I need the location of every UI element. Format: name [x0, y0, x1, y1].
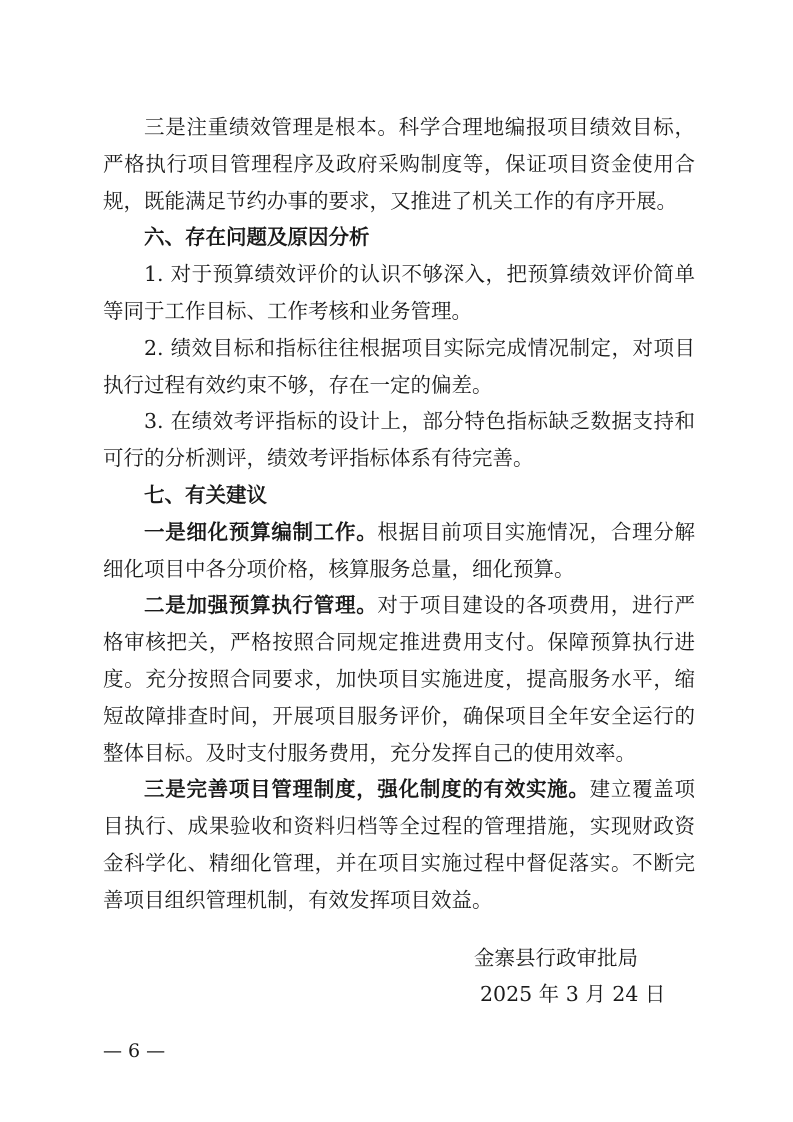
paragraph-performance-management: 三是注重绩效管理是根本。科学合理地编报项目绩效目标，严格执行项目管理程序及政府采购制度等，保证项目资金使用合规，既能满足节约办事的要求，又推进了机关工作的有序开展。: [103, 115, 695, 213]
suggestion-3-lead: 三是完善项目管理制度，强化制度的有效实施。: [144, 777, 590, 802]
signature-date-text: 2025 年 3 月 24 日: [480, 982, 666, 1006]
paragraph-problem-2: 2. 绩效目标和指标往往根据项目实际完成情况制定，对项目执行过程有效约束不够，存在一定的偏差。: [103, 335, 695, 397]
suggestion-1-lead: 一是细化预算编制工作。: [144, 519, 378, 544]
suggestion-2-lead: 二是加强预算执行管理。: [144, 593, 378, 618]
section-heading-problems: 六、存在问题及原因分析: [144, 225, 370, 250]
paragraph-problem-1: 1. 对于预算绩效评价的认识不够深入，把预算绩效评价简单等同于工作目标、工作考核和业务管理。: [103, 262, 695, 323]
page-number: — 6 —: [103, 1040, 166, 1062]
paragraph-suggestion-2: [103, 587, 695, 771]
document-body: [103, 109, 695, 919]
paragraph-suggestion-3: [103, 771, 695, 918]
paragraph-problem-3: 3. 在绩效考评指标的设计上，部分特色指标缺乏数据支持和可行的分析测评，绩效考评指标体系有待完善。: [103, 409, 695, 471]
suggestion-2-text: 对于项目建设的各项费用，进行严格审核把关，严格按照合同规定推进费用支付。保障预算执行进度。充分按照合同要求，加快项目实施进度，提高服务水平，缩短故障排查时间，开展项目服务评价，确保项目全年安全运行的整体目标。及时支付服务费用，充分发挥自己的使用效率。: [103, 593, 696, 765]
signature-organization-text: 金寨县行政审批局: [474, 946, 638, 970]
suggestion-3-text: 建立覆盖项目执行、成果验收和资料归档等全过程的管理措施，实现财政资金科学化、精细化管理，并在项目实施过程中督促落实。不断完善项目组织管理机制，有效发挥项目效益。: [103, 777, 696, 912]
section-heading-suggestions: 七、有关建议: [144, 482, 267, 507]
suggestion-1-text: 根据目前项目实施情况，合理分解细化项目中各分项价格，核算服务总量，细化预算。: [103, 519, 696, 581]
paragraph-suggestion-1: [103, 514, 695, 588]
